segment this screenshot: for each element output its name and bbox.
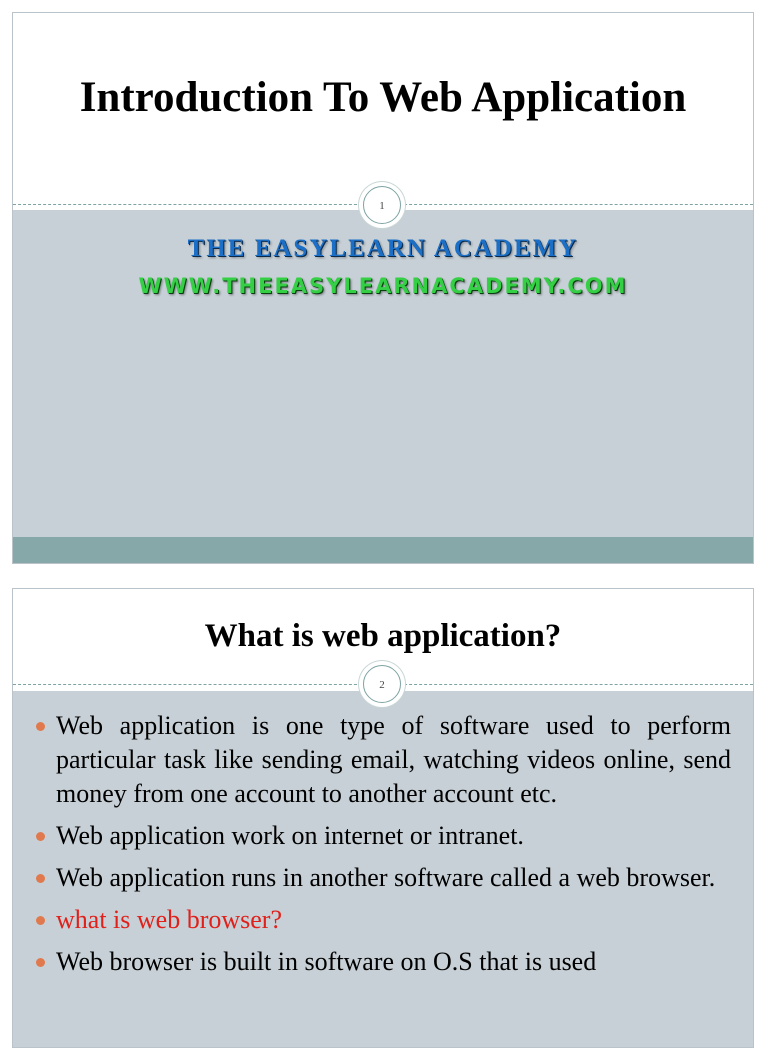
bullet-dot-icon [36, 874, 45, 883]
slide-title: Introduction To Web Application [79, 74, 687, 121]
bullet-text: what is web browser? [56, 905, 282, 934]
slide-number: 2 [363, 665, 401, 703]
footer-bar [13, 537, 753, 563]
slide-1 [12, 12, 754, 564]
bullet-text: Web application is one type of software used to perform particular task like sending email, watching videos online, send money from one account to another account etc. [56, 711, 731, 808]
academy-name: THE EASYLEARN ACADEMY [187, 235, 579, 262]
academy-url[interactable]: WWW.THEEASYLEARNACADEMY.COM [138, 274, 628, 298]
bullet-item [35, 819, 731, 853]
bullet-dot-icon [36, 958, 45, 967]
slide-2 [12, 588, 754, 1048]
bullet-text: Web application work on internet or intranet. [56, 821, 524, 850]
bullet-item [35, 945, 731, 979]
bullet-dot-icon [36, 722, 45, 731]
bullet-list [35, 709, 731, 987]
bullet-dot-icon [36, 832, 45, 841]
bullet-item-highlight [35, 903, 731, 937]
slide-title: What is web application? [204, 618, 562, 654]
bullet-item [35, 861, 731, 895]
bullet-text: Web browser is built in software on O.S that is used [56, 947, 597, 976]
bullet-dot-icon [36, 916, 45, 925]
bullet-item [35, 709, 731, 811]
slide-number: 1 [363, 186, 401, 224]
bullet-text: Web application runs in another software called a web browser. [56, 863, 716, 892]
